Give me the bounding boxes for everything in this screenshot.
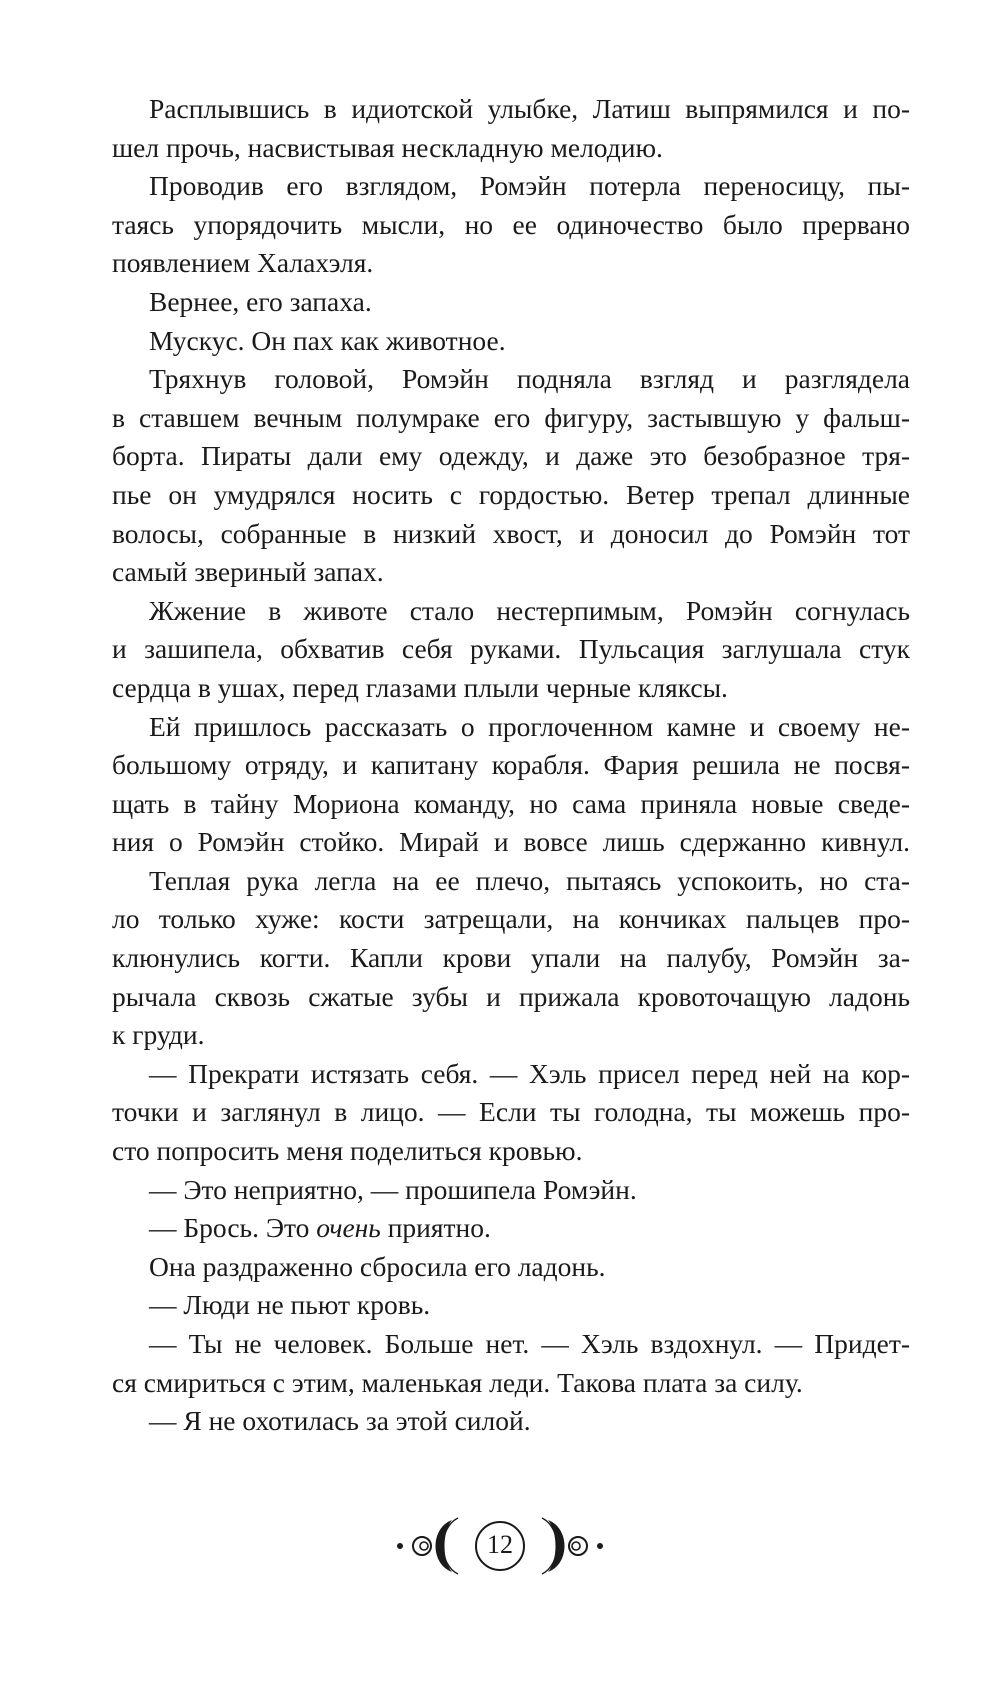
- text-line: к груди.: [112, 1019, 205, 1051]
- text-line: Теплая рука легла на ее плечо, пытаясь успокоить, но ста-: [149, 864, 910, 896]
- text-line: Проводив его взглядом, Ромэйн потерла переносицу, пы-: [149, 170, 910, 202]
- text-line: ния о Ромэйн стойко. Мирай и вовсе лишь сдержанно кивнул.: [112, 826, 910, 858]
- text-line: щать в тайну Мориона команду, но сама приняла новые сведе-: [112, 787, 910, 819]
- text-line: Тряхнув головой, Ромэйн подняла взгляд и разглядела: [149, 363, 910, 395]
- text-line: борта. Пираты дали ему одежду, и даже это безобразное тря-: [112, 440, 910, 472]
- text-line: рычала сквозь сжатые зубы и прижала кровоточащую ладонь: [112, 980, 910, 1012]
- text-line: Мускус. Он пах как животное.: [149, 324, 506, 356]
- text-line: клюнулись когти. Капли крови упали на палубу, Ромэйн за-: [112, 942, 910, 974]
- text-line: — Прекрати истязать себя. — Хэль присел перед ней на кор-: [149, 1057, 910, 1089]
- text-line: ло только хуже: кости затрещали, на кончиках пальцев про-: [112, 903, 910, 935]
- text-line: волосы, собранные в низкий хвост, и доносил до Ромэйн тот: [112, 517, 910, 549]
- body-text: [112, 90, 910, 1441]
- text-line: [112, 1209, 910, 1248]
- text-segment: приятно.: [380, 1212, 491, 1244]
- text-line: Расплывшись в идиотской улыбке, Латиш выпрямился и по-: [149, 93, 910, 124]
- text-line: и зашипела, обхватив себя руками. Пульсация заглушала стук: [112, 633, 910, 665]
- text-line: — Это неприятно, — прошипела Ромэйн.: [149, 1173, 637, 1205]
- text-line: пье он умудрялся носить с гордостью. Ветер трепал длинные: [112, 478, 910, 510]
- text-line: Вернее, его запаха.: [149, 285, 372, 317]
- text-line: Ей пришлось рассказать о проглоченном камне и своему не-: [149, 710, 910, 742]
- text-line: в ставшем вечным полумраке его фигуру, застывшую у фальш-: [112, 401, 910, 433]
- text-line: — Ты не человек. Больше нет. — Хэль вздохнул. — Придет-: [149, 1328, 910, 1359]
- page-number: 12: [487, 1530, 513, 1559]
- text-line: большому отряду, и капитану корабля. Фария решила не посвя-: [112, 749, 910, 781]
- text-line: — Я не охотилась за этой силой.: [149, 1405, 531, 1437]
- text-line: сердца в ушах, перед глазами плыли черные кляксы.: [112, 671, 728, 703]
- emphasis-word: очень: [316, 1212, 381, 1244]
- text-line: Жжение в животе стало нестерпимым, Ромэйн согнулась: [149, 594, 910, 626]
- text-segment: — Брось. Это: [149, 1212, 317, 1244]
- page-folio: [390, 1510, 610, 1580]
- text-line: — Люди не пьют кровь.: [149, 1289, 431, 1321]
- text-line: точки и заглянул в лицо. — Если ты голодна, ты можешь про-: [112, 1096, 910, 1128]
- text-line: сто попросить меня поделиться кровью.: [112, 1135, 583, 1167]
- text-line: самый звериный запах.: [112, 556, 384, 588]
- text-line: появлением Халахэля.: [112, 247, 374, 279]
- text-line: шел прочь, насвистывая нескладную мелодию.: [112, 131, 663, 163]
- text-line: Она раздраженно сбросила его ладонь.: [149, 1250, 606, 1282]
- text-line: таясь упорядочить мысли, но ее одиночество было прервано: [112, 208, 910, 240]
- text-line: ся смириться с этим, маленькая леди. Такова плата за силу.: [112, 1366, 803, 1398]
